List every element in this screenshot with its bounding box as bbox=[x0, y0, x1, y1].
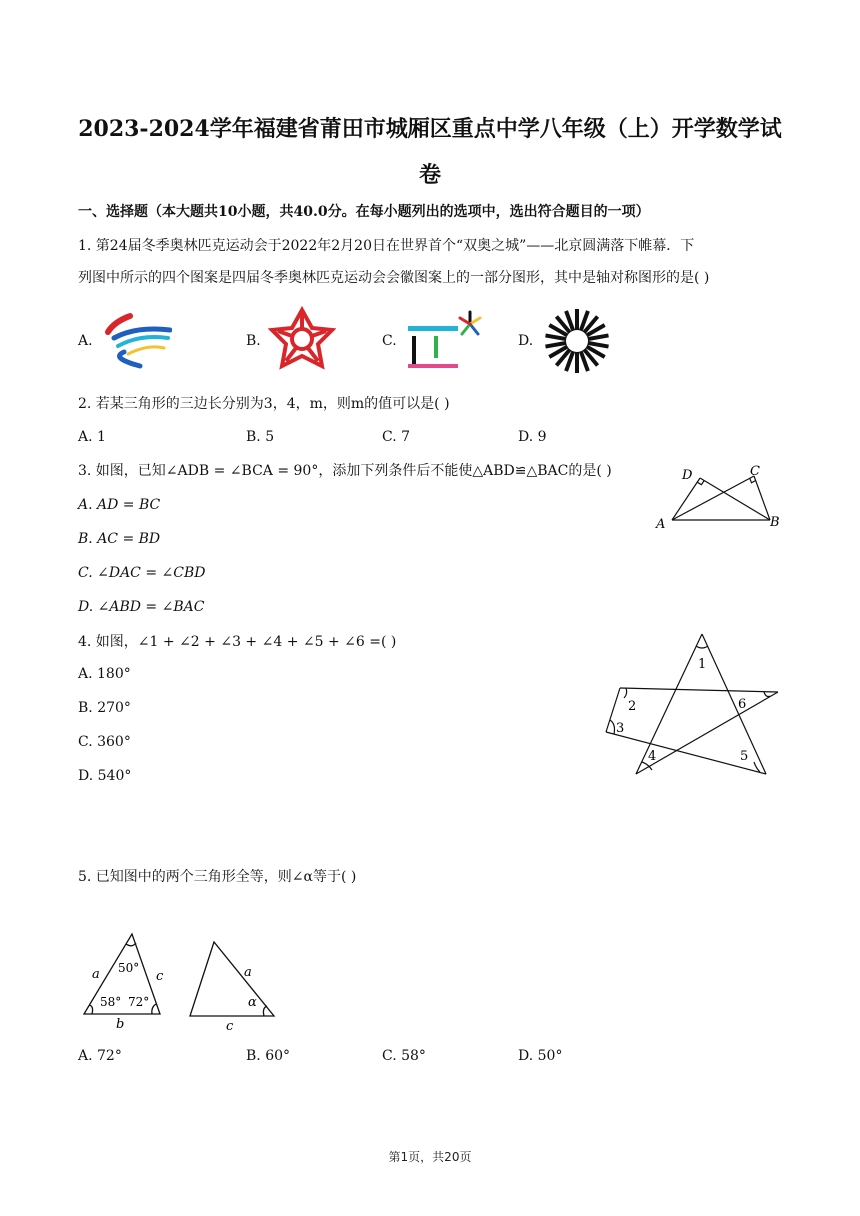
q2-text: 2. 若某三角形的三边长分别为3，4，m，则m的值可以是( ) bbox=[78, 396, 450, 412]
q5-tri1-side-a: a bbox=[92, 967, 100, 982]
q1-logo-d-image bbox=[542, 306, 612, 376]
q5-tri1-angle-right: 72° bbox=[128, 995, 150, 1009]
q4-option-c[interactable]: C. 360° bbox=[78, 734, 131, 750]
q3-option-a[interactable]: A. AD = BC bbox=[78, 497, 161, 513]
q5-tri1-angle-top: 50° bbox=[118, 961, 140, 975]
q5-tri1-side-b: b bbox=[116, 1017, 125, 1032]
q3-option-c[interactable]: C. ∠DAC = ∠CBD bbox=[78, 565, 206, 581]
q3-label-a: A bbox=[656, 517, 666, 532]
q4-angle-1-label: 1 bbox=[698, 657, 707, 672]
q3-label-b: B bbox=[770, 515, 780, 530]
q1-logo-b-image bbox=[268, 306, 336, 372]
q5-option-c[interactable]: C. 58° bbox=[382, 1048, 426, 1064]
q1-option-c[interactable]: C. bbox=[382, 333, 397, 349]
q2-option-d[interactable]: D. 9 bbox=[518, 429, 547, 445]
q2-option-a[interactable]: A. 1 bbox=[78, 429, 106, 445]
page-footer: 第1页，共20页 bbox=[388, 1150, 472, 1164]
q5-option-d[interactable]: D. 50° bbox=[518, 1048, 563, 1064]
q4-option-a[interactable]: A. 180° bbox=[78, 666, 131, 682]
q4-angle-2-label: 2 bbox=[628, 699, 637, 714]
q2-option-b[interactable]: B. 5 bbox=[246, 429, 275, 445]
q1-logo-c-image bbox=[404, 310, 486, 372]
section-heading: 一、选择题（本大题共10小题，共40.0分。在每小题列出的选项中，选出符合题目的一项） bbox=[78, 204, 650, 220]
exam-title: 2023-2024学年福建省莆田市城厢区重点中学八年级（上）开学数学试 bbox=[78, 116, 782, 142]
q1-option-d[interactable]: D. bbox=[518, 333, 534, 349]
q1-option-a[interactable]: A. bbox=[78, 333, 93, 349]
q2-option-c[interactable]: C. 7 bbox=[382, 429, 411, 445]
q5-triangles-figure bbox=[78, 928, 288, 1032]
q5-tri2-angle-alpha: α bbox=[248, 995, 257, 1010]
q1-text-line2: 列图中所示的四个图案是四届冬季奥林匹克运动会会徽图案上的一部分图形，其中是轴对称图形的是( ) bbox=[78, 270, 710, 286]
q5-tri1-side-c: c bbox=[156, 969, 164, 984]
q3-text: 3. 如图，已知∠ADB = ∠BCA = 90°，添加下列条件后不能使△ABD≌△BAC的是( ) bbox=[78, 463, 612, 479]
q1-text-line1: 1. 第24届冬季奥林匹克运动会于2022年2月20日在世界首个“双奥之城”——北京圆满落下帷幕．下 bbox=[78, 238, 695, 254]
q5-option-b[interactable]: B. 60° bbox=[246, 1048, 291, 1064]
q3-option-d[interactable]: D. ∠ABD = ∠BAC bbox=[78, 599, 205, 615]
q1-logo-a-image bbox=[100, 308, 172, 370]
q3-option-b[interactable]: B. AC = BD bbox=[78, 531, 161, 547]
q4-text: 4. 如图，∠1 + ∠2 + ∠3 + ∠4 + ∠5 + ∠6 =( ) bbox=[78, 634, 397, 650]
exam-title-continued: 卷 bbox=[418, 162, 441, 188]
q4-angle-6-label: 6 bbox=[738, 697, 747, 712]
q5-tri2-side-c: c bbox=[226, 1019, 234, 1032]
q3-figure bbox=[652, 458, 788, 534]
q5-tri2-side-a: a bbox=[244, 965, 252, 980]
q4-angle-3-label: 3 bbox=[616, 721, 625, 736]
q4-angle-5-label: 5 bbox=[740, 749, 749, 764]
q1-option-b[interactable]: B. bbox=[246, 333, 261, 349]
q4-option-d[interactable]: D. 540° bbox=[78, 768, 132, 784]
q3-label-c: C bbox=[750, 464, 760, 479]
q4-angle-4-label: 4 bbox=[648, 749, 657, 764]
q3-label-d: D bbox=[682, 468, 693, 483]
q5-option-a[interactable]: A. 72° bbox=[78, 1048, 122, 1064]
q4-star-figure bbox=[600, 628, 784, 778]
q4-option-b[interactable]: B. 270° bbox=[78, 700, 131, 716]
q5-text: 5. 已知图中的两个三角形全等，则∠α等于( ) bbox=[78, 869, 357, 885]
q5-tri1-angle-left: 58° bbox=[100, 995, 122, 1009]
